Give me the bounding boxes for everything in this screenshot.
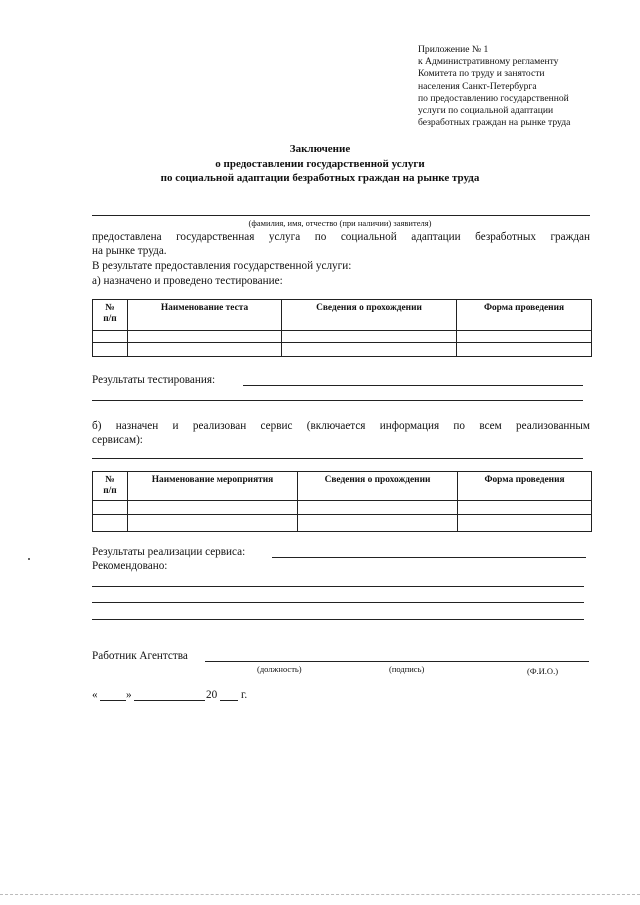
- appendix-block: [418, 44, 618, 129]
- appendix-line: населения Санкт-Петербурга: [418, 80, 537, 92]
- table-row[interactable]: [93, 501, 592, 515]
- title-line-3: по социальной адаптации безработных граждан на рынке труда: [160, 172, 480, 184]
- testing-intro: а) назначено и проведено тестирование:: [92, 275, 283, 287]
- scan-edge: [0, 894, 640, 895]
- testing-results-label: Результаты тестирования:: [92, 374, 216, 386]
- recommended-label: Рекомендовано:: [92, 560, 168, 572]
- date-year-prefix: 20: [206, 689, 218, 701]
- service-results-label: Результаты реализации сервиса:: [92, 546, 246, 558]
- header-test-info: Сведения о прохождении: [282, 300, 457, 331]
- appendix-line: Комитета по труду и занятости: [418, 68, 545, 80]
- date-close-quote: »: [126, 689, 132, 701]
- table-header-row: [93, 300, 592, 331]
- applicant-text-line-1: предоставлена государственная услуга по социальной адаптации безработных граждан: [92, 231, 590, 243]
- appendix-line: Приложение № 1: [418, 44, 489, 55]
- appendix-line: по предоставлению государственной: [418, 92, 569, 104]
- header-num: № п/п: [93, 472, 128, 501]
- recommended-line-2[interactable]: [92, 602, 584, 603]
- testing-table: [92, 299, 592, 357]
- worker-label: Работник Агентства: [92, 650, 188, 662]
- recommended-line-3[interactable]: [92, 619, 584, 620]
- services-table: [92, 471, 592, 532]
- header-event-form: Форма проведения: [458, 472, 592, 501]
- testing-results-line[interactable]: [243, 385, 583, 386]
- applicant-caption: (фамилия, имя, отчество (при наличии) заявителя): [248, 218, 432, 228]
- recommended-line-1[interactable]: [92, 586, 584, 587]
- table-row[interactable]: [93, 331, 592, 343]
- date-open-quote: «: [92, 689, 98, 701]
- document-title: [60, 142, 580, 186]
- signature-caption: (подпись): [389, 664, 425, 674]
- position-caption: (должность): [257, 664, 302, 674]
- service-line[interactable]: [92, 458, 583, 459]
- table-row[interactable]: [93, 343, 592, 357]
- date-year-field[interactable]: [220, 700, 238, 701]
- applicant-name-line[interactable]: [92, 215, 590, 216]
- signature-line[interactable]: [205, 661, 589, 662]
- table-row[interactable]: [93, 515, 592, 532]
- appendix-line: услуги по социальной адаптации: [418, 105, 554, 117]
- testing-results-line-2[interactable]: [92, 400, 583, 401]
- header-event-name: Наименование мероприятия: [128, 472, 298, 501]
- appendix-line: безработных граждан на рынке труда: [418, 117, 571, 129]
- scan-dot: [28, 558, 30, 560]
- fio-caption: (Ф.И.О.): [527, 666, 559, 676]
- title-line-2: о предоставлении государственной услуги: [215, 157, 425, 170]
- service-results-line[interactable]: [272, 557, 586, 558]
- appendix-line: к Административному регламенту: [418, 56, 559, 68]
- table-header-row: [93, 472, 592, 501]
- header-num: № п/п: [93, 300, 128, 331]
- title-line-1: Заключение: [289, 143, 351, 155]
- header-event-info: Сведения о прохождении: [298, 472, 458, 501]
- date-month-field[interactable]: [134, 700, 205, 701]
- date-day-field[interactable]: [100, 700, 126, 701]
- date-year-suffix: г.: [241, 689, 248, 701]
- applicant-text-line-2: на рынке труда.: [92, 245, 167, 257]
- result-intro: В результате предоставления государственной услуги:: [92, 260, 352, 272]
- service-text-line-1: б) назначен и реализован сервис (включается информация по всем реализованным: [92, 420, 590, 432]
- header-test-name: Наименование теста: [128, 300, 282, 331]
- header-test-form: Форма проведения: [457, 300, 592, 331]
- service-text-line-2: сервисам):: [92, 434, 143, 446]
